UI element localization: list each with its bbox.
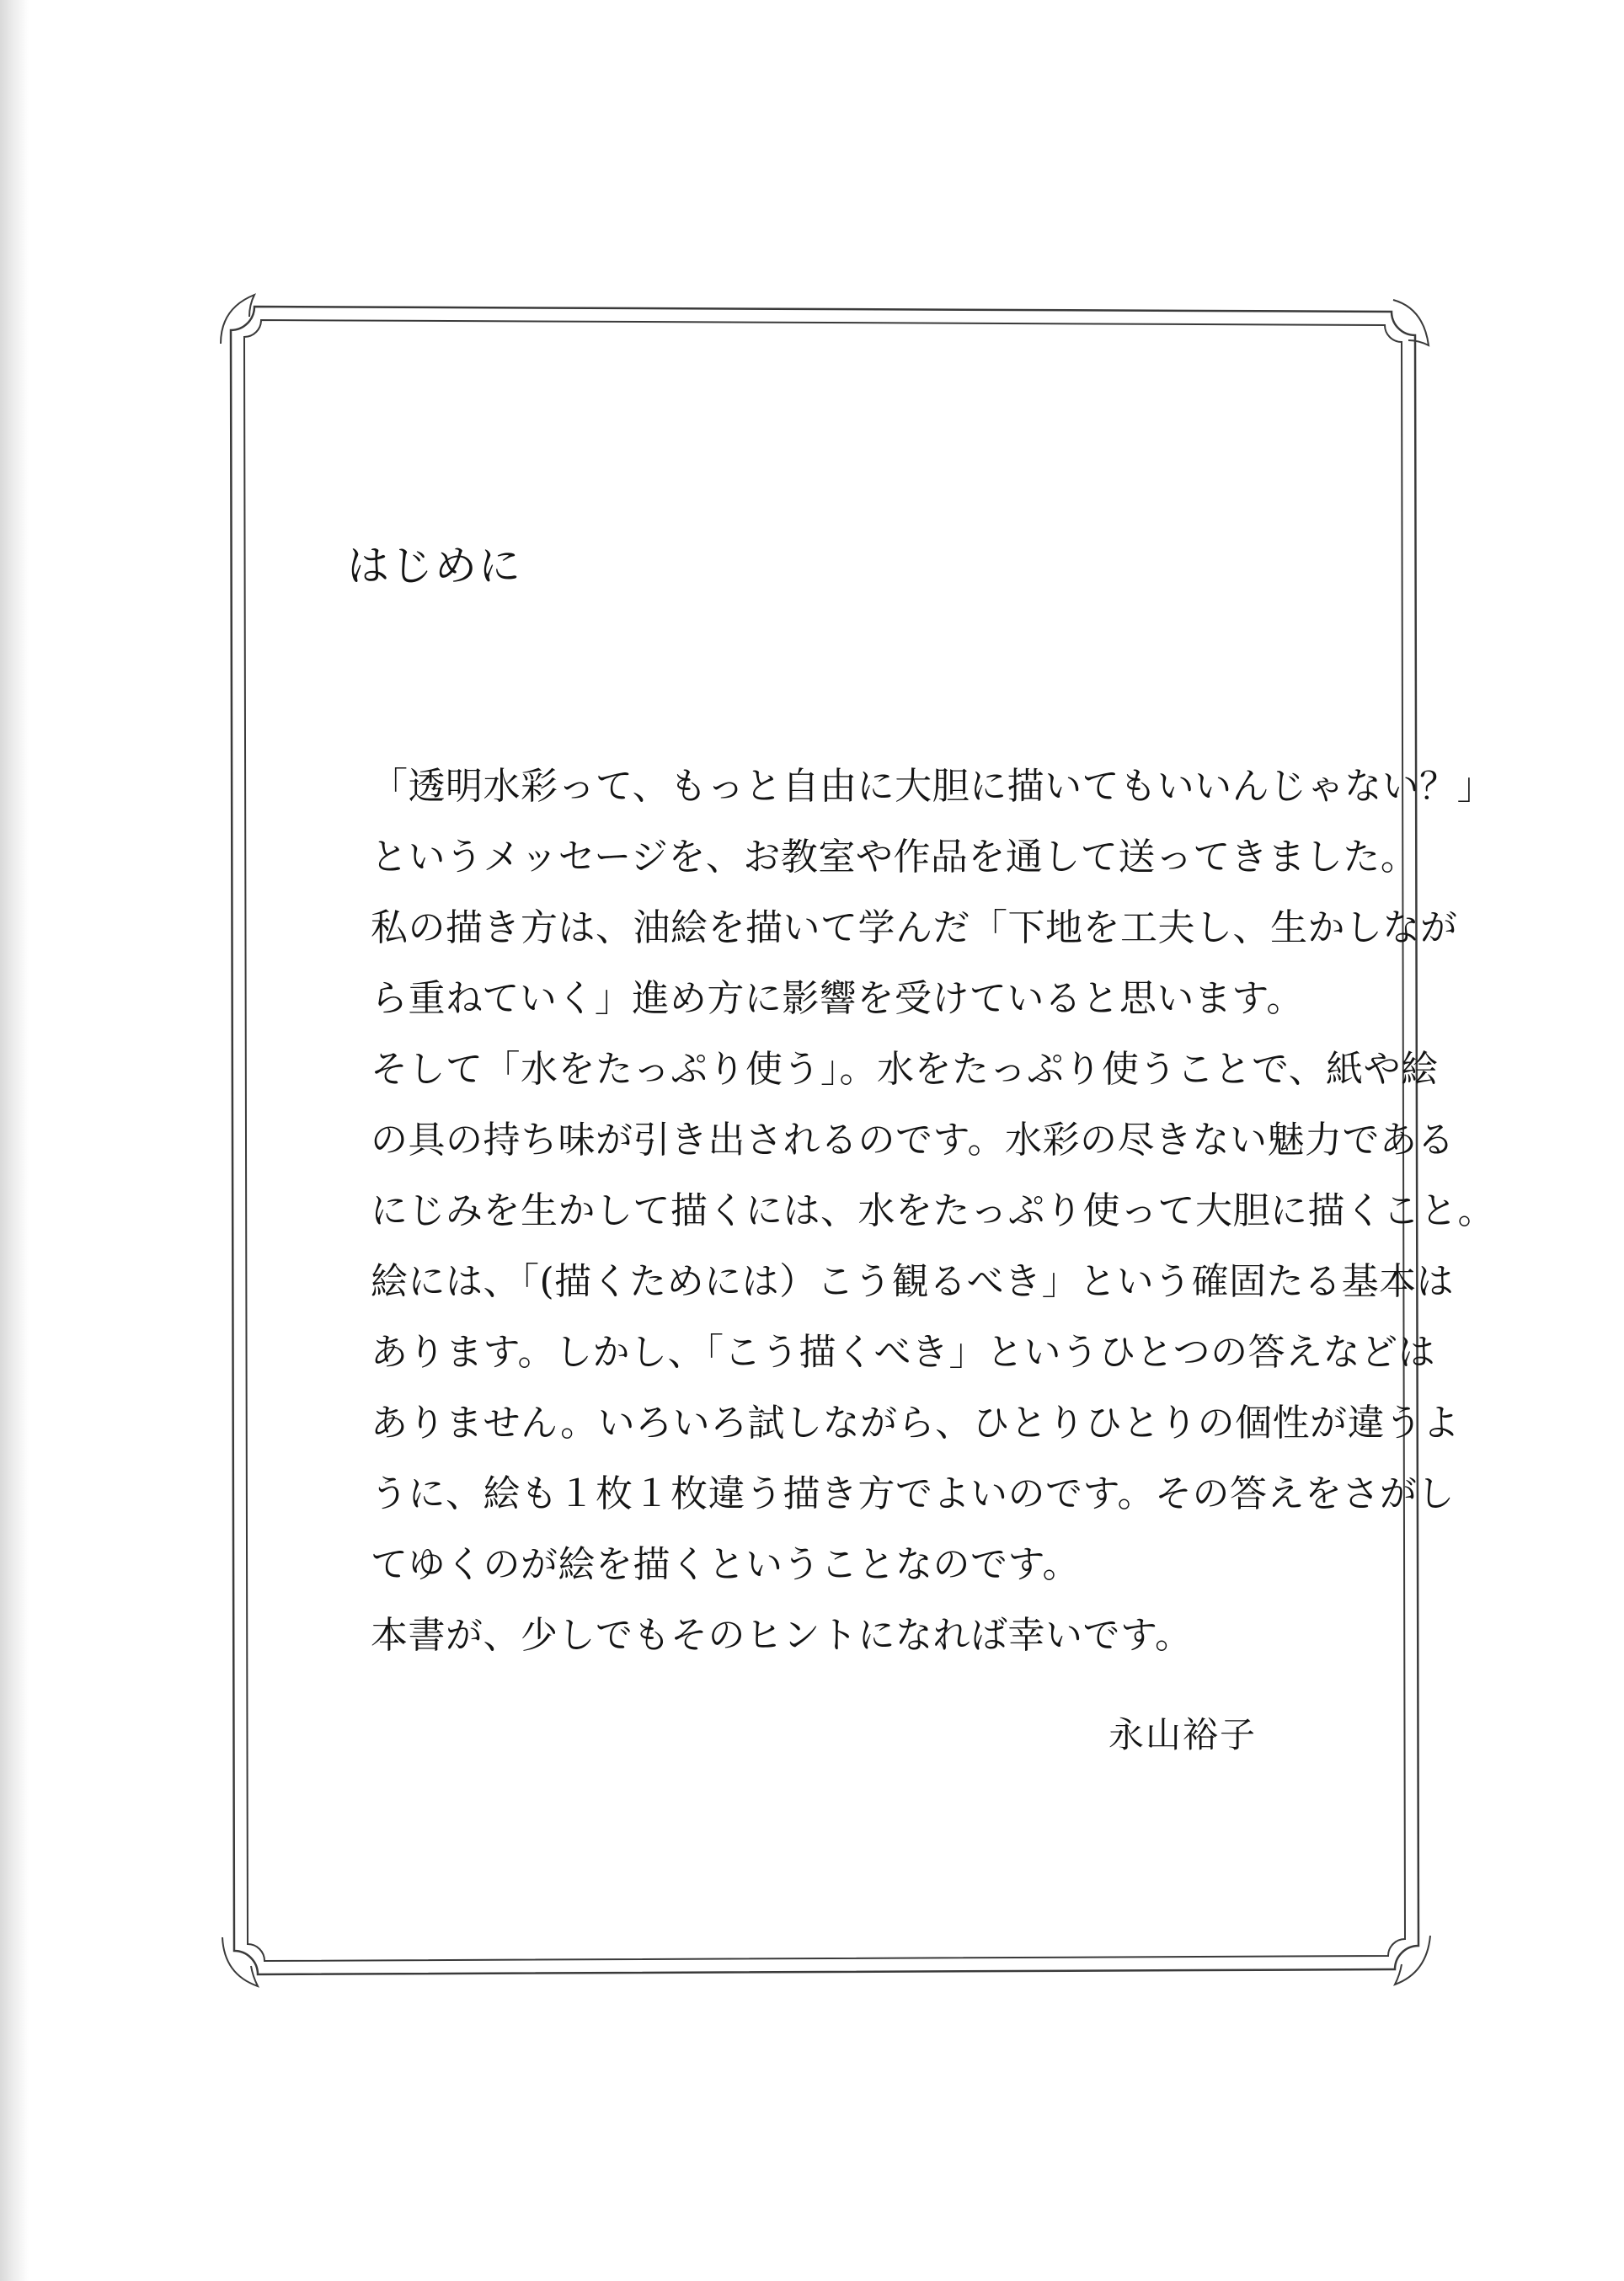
body-line: の具の持ち味が引き出されるのです。水彩の尽きない魅力である bbox=[371, 1119, 1455, 1162]
body-line: ら重ねていく」進め方に影響を受けていると思います。 bbox=[371, 977, 1304, 1020]
corner-ornament-bottom-right bbox=[1395, 1936, 1430, 1985]
corner-ornament-top-right bbox=[1393, 300, 1429, 345]
body-line: 「透明水彩って、もっと自由に大胆に描いてもいいんじゃない？」 bbox=[371, 765, 1495, 808]
body-line: あります。しかし、「こう描くべき」というひとつの答えなどは bbox=[371, 1331, 1436, 1374]
body-line: というメッセージを、お教室や作品を通して送ってきました。 bbox=[371, 836, 1418, 879]
body-line: ありません。いろいろ試しながら、ひとりひとりの個性が違うよ bbox=[371, 1402, 1461, 1445]
body-line: にじみを生かして描くには、水をたっぷり使って大胆に描くこと。 bbox=[371, 1189, 1495, 1232]
body-line: 本書が、少しでもそのヒントになれば幸いです。 bbox=[371, 1614, 1193, 1657]
body-line: てゆくのが絵を描くということなのです。 bbox=[371, 1543, 1080, 1586]
page-title: はじめに bbox=[347, 542, 522, 590]
body-line: 私の描き方は、油絵を描いて学んだ「下地を工夫し、生かしなが bbox=[371, 906, 1458, 949]
body-line: そして「水をたっぷり使う」。水をたっぷり使うことで、紙や絵 bbox=[371, 1048, 1439, 1091]
author-signature: 永山裕子 bbox=[1108, 1714, 1258, 1755]
body-line: うに、絵も１枚１枚違う描き方でよいのです。その答えをさがし bbox=[371, 1472, 1455, 1515]
body-line: 絵には、「(描くためには）こう観るべき」という確固たる基本は bbox=[371, 1260, 1455, 1303]
preface-body bbox=[371, 751, 1495, 1671]
